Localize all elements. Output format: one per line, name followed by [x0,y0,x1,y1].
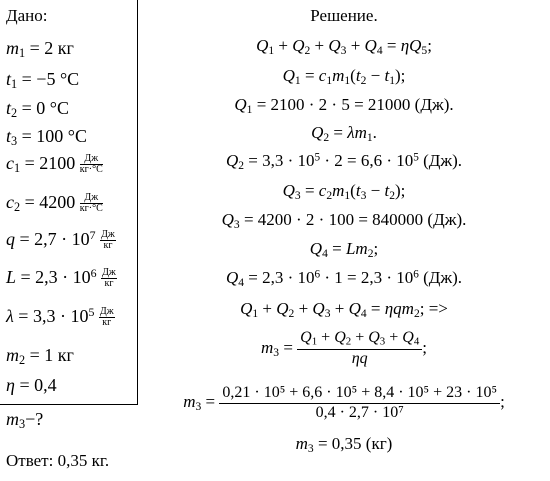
solution-heat-balance: $Q_1 + Q_2 + Q_3 + Q_4 = \eta Q_5$; [256,36,432,57]
given-c1: $c_1 = 2100$ $\frac{Дж}{кг\cdot^\circ C}$ [6,152,103,176]
solution-m3-substitution: $m_3$ = $\frac{\text{0,21 · 10⁵ + 6,6 · 10⁵ + 8,4 · 10⁵ + 23 · 10⁵}}{\text{0,4 · 2,7 · 10⁷}}$ ; [183,384,505,421]
solution-title: Решение. [310,6,378,25]
unit-fraction: $\frac{Дж}{кг}$ [101,228,115,252]
m3-numeric-fraction: $\frac{\text{0,21 · 10⁵ + 6,6 · 10⁵ + 8,4 · 10⁵ + 23 · 10⁵}}{\text{0,4 · 2,7 · 10⁷}}$ [219,384,500,423]
given-t2: $t_2 = 0$ °C [6,98,69,121]
given-c2: $c_2 = 4200$ $\frac{Дж}{кг\cdot^\circ C}$ [6,191,103,215]
given-m2: $m_2 = 1$ кг [6,345,74,368]
solution-q4-formula: $Q_4 = Lm_2$; [309,239,379,260]
solution-q2-formula: $Q_2 = \lambda m_1$. [311,123,377,144]
given-m1: $m_1 = 2$ кг [6,38,74,61]
solution-q2-value: $Q_2 = 3,3 \cdot 10^5 \cdot 2 = 6,6 \cdot 10^5$ (Дж). [225,151,463,172]
given-title: Дано: [6,6,48,25]
find-m3: $m_3-$? [6,409,44,432]
unit-fraction: $\frac{Дж}{кг}$ [102,266,116,290]
solution-q1-formula: $Q_1 = c_1m_1(t_2 - t_1)$; [282,66,406,87]
given-lambda: $\lambda = 3,3 \cdot 10^5$ $\frac{Дж}{кг}$ [6,305,114,329]
given-t1: $t_1 = -5$ °C [6,69,80,92]
horizontal-divider [0,404,138,405]
unit-fraction: $\frac{Дж}{кг\cdot^\circ C}$ [79,191,103,215]
solution-q4-value: $Q_4 = 2,3 \cdot 10^6 \cdot 1 = 2,3 \cdot 10^6$ (Дж). [225,268,463,289]
unit-fraction: $\frac{Дж}{кг\cdot^\circ C}$ [79,152,103,176]
given-q: $q = 2,7 \cdot 10^7$ $\frac{Дж}{кг}$ [6,228,115,252]
solution-m3-formula: $m_3$ = $\frac{Q_1 + Q_2 + Q_3 + Q_4}{\eta q}$ ; [261,329,427,368]
solution-energy-equation: $Q_1 + Q_2 + Q_3 + Q_4 = \eta qm_2$; => [240,299,448,320]
given-L: $L = 2,3 \cdot 10^6$ $\frac{Дж}{кг}$ [6,266,116,290]
answer: Ответ: 0,35 кг. [6,451,110,470]
given-t3: $t_3 = 100$ °C [6,126,87,149]
solution-q3-formula: $Q_3 = c_2m_1(t_3 - t_2)$; [282,181,406,202]
unit-fraction: $\frac{Дж}{кг}$ [99,305,114,329]
solution-q1-value: $Q_1 = 2100 \cdot 2 \cdot 5 = 21000$ (Дж). [234,95,454,116]
solution-m3-result: $m_3 = 0,35$ (кг) [295,434,393,455]
solution-q3-value: $Q_3 = 4200 \cdot 2 \cdot 100 = 840000$ (Дж). [221,210,467,231]
m3-fraction: $\frac{Q_1 + Q_2 + Q_3 + Q_4}{\eta q}$ [297,329,422,369]
given-eta: η = 0,4 [6,375,57,395]
